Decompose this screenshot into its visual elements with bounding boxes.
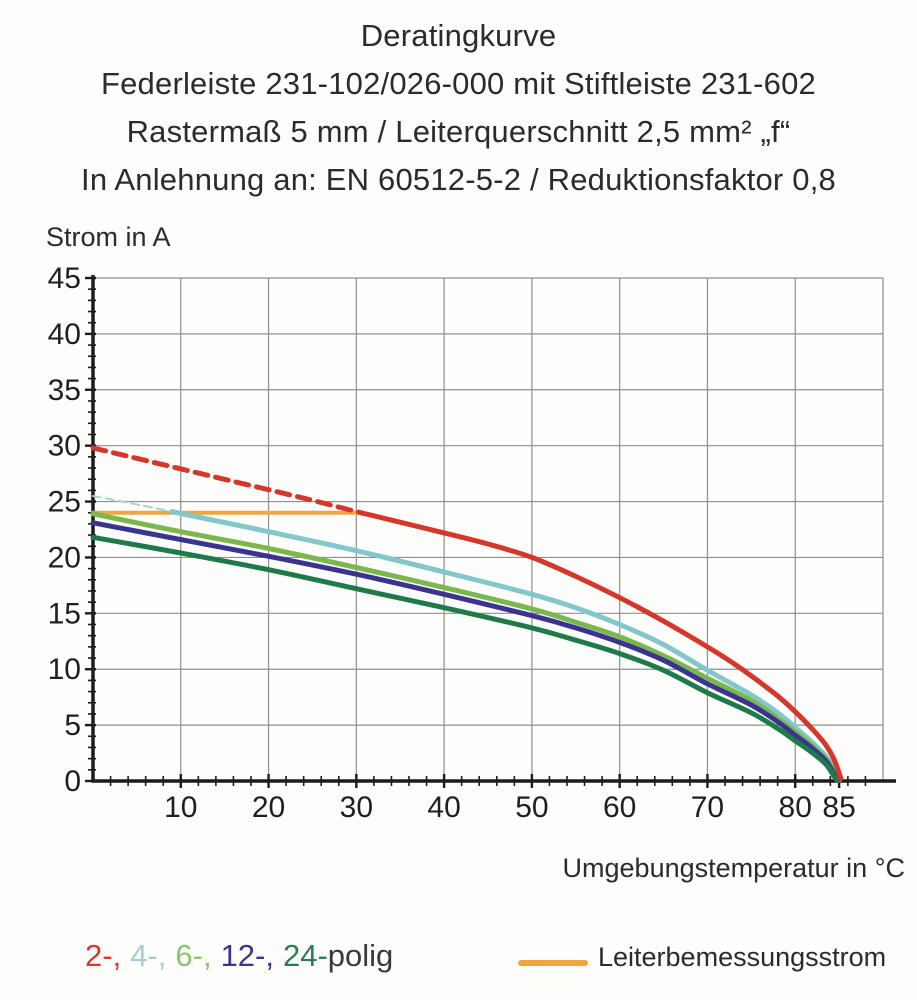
x-tick-label-80: 80	[778, 791, 812, 824]
curve-6-polig-solid	[93, 514, 838, 780]
x-tick-label-70: 70	[690, 791, 725, 824]
y-tick-label-25: 25	[47, 485, 81, 519]
y-axis-title: Strom in A	[46, 222, 171, 252]
poles-legend-item-4-polig: 4-,	[130, 938, 167, 973]
y-tick-label-5: 5	[64, 709, 81, 743]
curve-4-polig-dashed	[93, 496, 172, 512]
x-tick-label-60: 60	[602, 791, 637, 824]
y-tick-label-0: 0	[64, 765, 81, 798]
poles-legend-item-6-polig: 6-,	[175, 938, 212, 973]
chart-subtitle-parts: Federleiste 231-102/026-000 mit Stiftleiste 231-602	[100, 66, 816, 101]
curve-4-polig-solid	[172, 512, 839, 780]
chart-subtitle-spec: Rastermaß 5 mm / Leiterquerschnitt 2,5 mm² „f“	[126, 114, 791, 149]
y-tick-label-35: 35	[47, 373, 81, 407]
x-axis-title: Umgebungstemperatur in °C	[562, 853, 905, 883]
chart-subtitle-norm: In Anlehnung an: EN 60512-5-2 / Reduktionsfaktor 0,8	[81, 162, 836, 197]
x-tick-label-40: 40	[427, 791, 461, 824]
poles-legend-suffix: polig	[327, 938, 394, 973]
y-tick-label-10: 10	[47, 653, 81, 687]
conductor-legend-label: Leiterbemessungsstrom	[598, 942, 887, 972]
y-tick-label-30: 30	[47, 429, 81, 463]
x-tick-label-30: 30	[339, 791, 374, 824]
poles-legend	[85, 938, 393, 974]
y-tick-label-20: 20	[47, 541, 81, 575]
y-tick-label-45: 45	[47, 262, 81, 295]
x-tick-label-20: 20	[251, 791, 286, 824]
x-tick-label-50: 50	[515, 791, 549, 824]
y-tick-label-40: 40	[47, 317, 81, 351]
legend-row	[0, 938, 917, 988]
poles-legend-item-12-polig: 12-,	[220, 938, 274, 973]
x-tick-label-10: 10	[164, 791, 198, 824]
poles-legend-item-2-polig: 2-,	[85, 938, 122, 973]
poles-legend-item-24-polig: 24-	[282, 938, 328, 973]
y-tick-label-15: 15	[47, 597, 81, 631]
x-tick-label-85: 85	[822, 791, 856, 824]
chart-title: Deratingkurve	[360, 18, 557, 53]
conductor-line-swatch	[518, 960, 588, 966]
curve-12-polig-solid	[93, 523, 837, 780]
